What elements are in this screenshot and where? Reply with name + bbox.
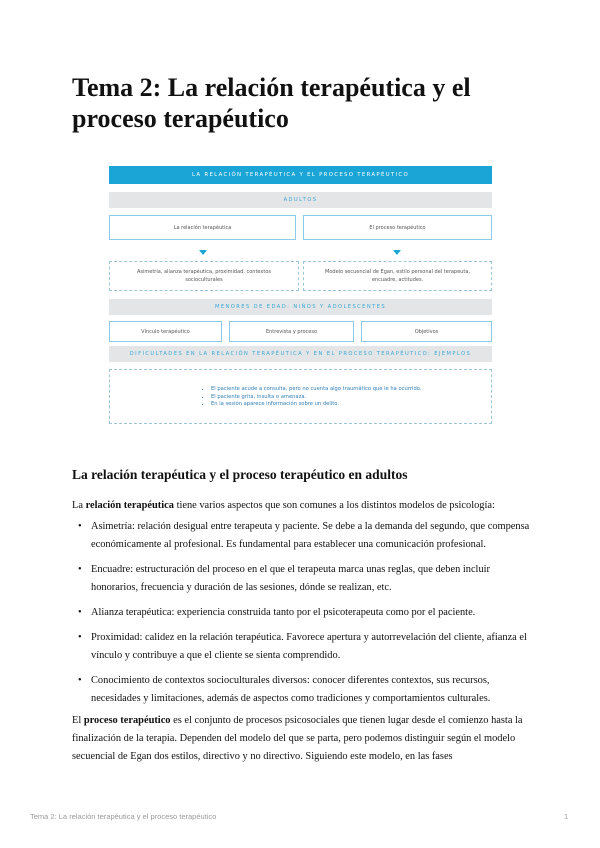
footer-title: Tema 2: La relación terapéutica y el proceso terapéutico	[30, 812, 217, 821]
arrow-down-icon	[393, 250, 401, 255]
closing-term: proceso terapéutico	[83, 715, 171, 726]
concept-diagram	[109, 166, 492, 424]
intro-text: tiene varios aspectos que son comunes a los distintos modelos de psicología:	[173, 500, 495, 511]
section-heading: La relación terapéutica y el proceso terapéutico en adultos	[72, 467, 408, 482]
list-item: • Proximidad: calidez en la relación terapéutica. Favorece apertura y autorrevelación del cliente, afianza el vínculo y contribuye a que el cliente se sienta comprendido.	[72, 629, 534, 665]
difficulties-band: DIFICULTADES EN LA RELACIÓN TERAPÉUTICA Y EN EL PROCESO TERAPÉUTICO: EJEMPLOS	[109, 346, 492, 362]
list-item: • En la sesión aparece información sobre un delito.	[211, 401, 421, 409]
closing-paragraph	[72, 712, 534, 766]
diagram-header: LA RELACIÓN TERAPÉUTICA Y EL PROCESO TERAPÉUTICO	[109, 166, 492, 184]
closing-text: El	[72, 715, 84, 726]
intro-paragraph	[72, 497, 534, 515]
arrow-down-icon	[199, 250, 207, 255]
intro-term: relación terapéutica	[85, 500, 174, 511]
list-item: • El paciente grita, insulta o amenaza.	[211, 394, 421, 402]
process-details: Modelo secuencial de Egan, estilo personal del terapeuta, encuadre, actitudes.	[303, 261, 492, 291]
adults-band: ADULTOS	[109, 192, 492, 208]
minors-band: MENORES DE EDAD: NIÑOS Y ADOLESCENTES	[109, 299, 492, 315]
therapeutic-relationship-box: La relación terapéutica	[109, 215, 296, 240]
intro-text: La	[72, 500, 86, 511]
page-number: 1	[564, 812, 569, 821]
therapeutic-process-box: El proceso terapéutico	[303, 215, 492, 240]
aspects-list	[72, 518, 534, 715]
list-item: • Encuadre: estructuración del proceso en el que el terapeuta marca unas reglas, que deben incluir honorarios, frecuencia y duración de las sesiones, dónde se realizan, etc.	[72, 561, 534, 597]
closing-text: es el conjunto de procesos psicosociales que tienen lugar desde el comienzo hasta la finalización de la terapia. Dependen del modelo del que se parta, pero podemos distinguir según el modelo secuencial de Egan dos estilos, directivo y no directivo. Siguiendo este modelo, en las fases	[72, 715, 523, 762]
examples-list	[201, 386, 421, 409]
minor-box: Entrevista y proceso	[229, 321, 354, 342]
list-item: • Alianza terapéutica: experiencia construida tanto por el psicoterapeuta como por el paciente.	[72, 604, 534, 622]
minor-box: Vínculo terapéutico	[109, 321, 222, 342]
minor-box: Objetivos	[361, 321, 492, 342]
page-title: Tema 2: La relación terapéutica y el proceso terapéutico	[72, 73, 471, 133]
list-item: • Asimetría: relación desigual entre terapeuta y paciente. Se debe a la demanda del segundo, que compensa económicamente al profesional. Es fundamental para establecer una comunicación profesional.	[72, 518, 534, 554]
relationship-details: Asimetría, alianza terapéutica, proximidad, contextos socioculturales	[109, 261, 299, 291]
list-item: • Conocimiento de contextos socioculturales diversos: conocer diferentes contextos, sus recursos, necesidades y limitaciones, además de aspectos como tradiciones y comportamientos culturales.	[72, 672, 534, 708]
list-item: • El paciente acude a consulta, pero no cuenta algo traumático que le ha ocurrido.	[211, 386, 421, 394]
